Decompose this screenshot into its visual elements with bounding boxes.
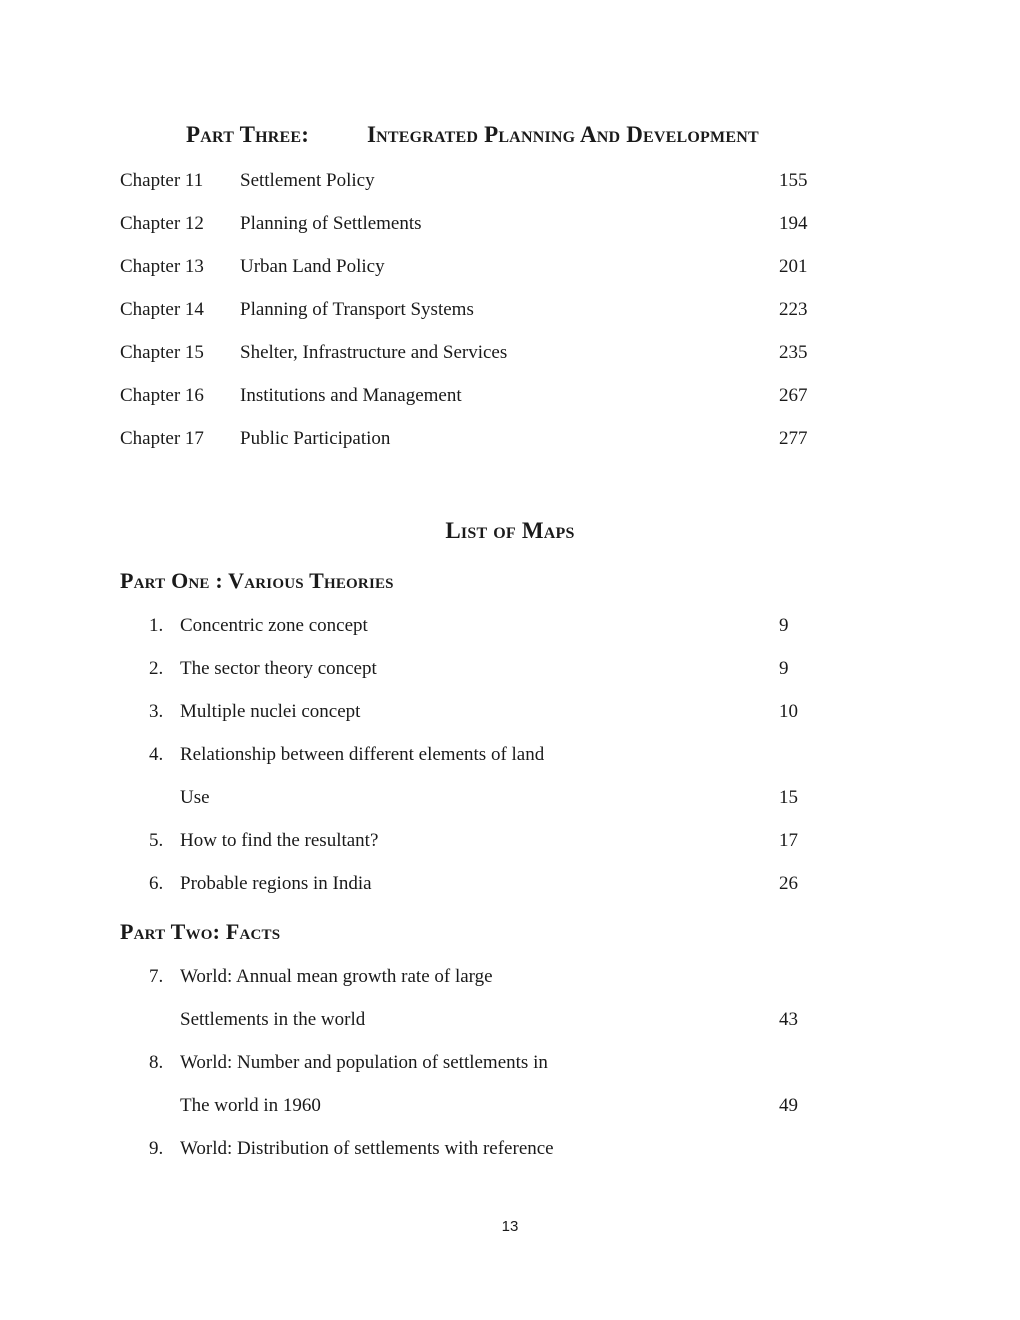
map-number: 5. xyxy=(149,830,164,851)
map-title: Multiple nuclei concept xyxy=(180,701,361,722)
map-title: Concentric zone concept xyxy=(180,615,368,636)
map-page: 17 xyxy=(779,830,798,851)
map-page: 9 xyxy=(779,658,789,679)
chapter-title: Planning of Transport Systems xyxy=(240,299,474,320)
map-title-continued: Settlements in the world xyxy=(180,1009,366,1030)
chapter-label: Chapter 13 xyxy=(120,256,204,277)
map-title: World: Number and population of settlements in xyxy=(180,1052,548,1073)
chapter-page: 235 xyxy=(779,342,808,363)
map-page: 43 xyxy=(779,1009,798,1030)
map-title: Probable regions in India xyxy=(180,873,372,894)
chapter-page: 201 xyxy=(779,256,808,277)
map-number: 4. xyxy=(149,744,164,765)
map-title-continued: Use xyxy=(180,787,210,808)
part-two-heading: Part Two: Facts xyxy=(120,919,281,944)
list-of-maps-heading: List of Maps xyxy=(445,518,575,543)
chapter-title: Public Participation xyxy=(240,428,391,449)
chapter-label: Chapter 15 xyxy=(120,342,204,363)
chapter-title: Planning of Settlements xyxy=(240,213,422,234)
map-page: 26 xyxy=(779,873,798,894)
map-number: 2. xyxy=(149,658,164,679)
map-number: 6. xyxy=(149,873,164,894)
map-title-continued: The world in 1960 xyxy=(180,1095,321,1116)
map-title: Relationship between different elements of land xyxy=(180,744,545,765)
chapter-label: Chapter 14 xyxy=(120,299,204,320)
map-title: World: Annual mean growth rate of large xyxy=(180,966,493,987)
chapter-label: Chapter 12 xyxy=(120,213,204,234)
chapter-title: Institutions and Management xyxy=(240,385,462,406)
part-one-heading: Part One : Various Theories xyxy=(120,568,394,593)
chapter-title: Shelter, Infrastructure and Services xyxy=(240,342,508,363)
chapter-title: Settlement Policy xyxy=(240,170,375,191)
chapter-page: 267 xyxy=(779,385,808,406)
map-number: 9. xyxy=(149,1138,164,1159)
map-number: 7. xyxy=(149,966,164,987)
map-title: The sector theory concept xyxy=(180,658,377,679)
chapter-page: 155 xyxy=(779,170,808,191)
map-page: 15 xyxy=(779,787,798,808)
chapter-page: 194 xyxy=(779,213,808,234)
map-number: 3. xyxy=(149,701,164,722)
map-title: World: Distribution of settlements with reference xyxy=(180,1138,554,1159)
part-three-label: Part Three: xyxy=(186,122,310,147)
chapter-page: 223 xyxy=(779,299,808,320)
chapter-label: Chapter 11 xyxy=(120,170,204,191)
map-page: 9 xyxy=(779,615,789,636)
map-number: 8. xyxy=(149,1052,164,1073)
page-number: 13 xyxy=(501,1218,519,1235)
map-number: 1. xyxy=(149,615,164,636)
map-page: 10 xyxy=(779,701,798,722)
chapter-label: Chapter 17 xyxy=(120,428,204,449)
chapter-label: Chapter 16 xyxy=(120,385,204,406)
part-three-title: Integrated Planning And Development xyxy=(367,122,759,147)
map-title: How to find the resultant? xyxy=(180,830,379,851)
map-page: 49 xyxy=(779,1095,798,1116)
chapter-title: Urban Land Policy xyxy=(240,256,385,277)
chapter-page: 277 xyxy=(779,428,808,449)
